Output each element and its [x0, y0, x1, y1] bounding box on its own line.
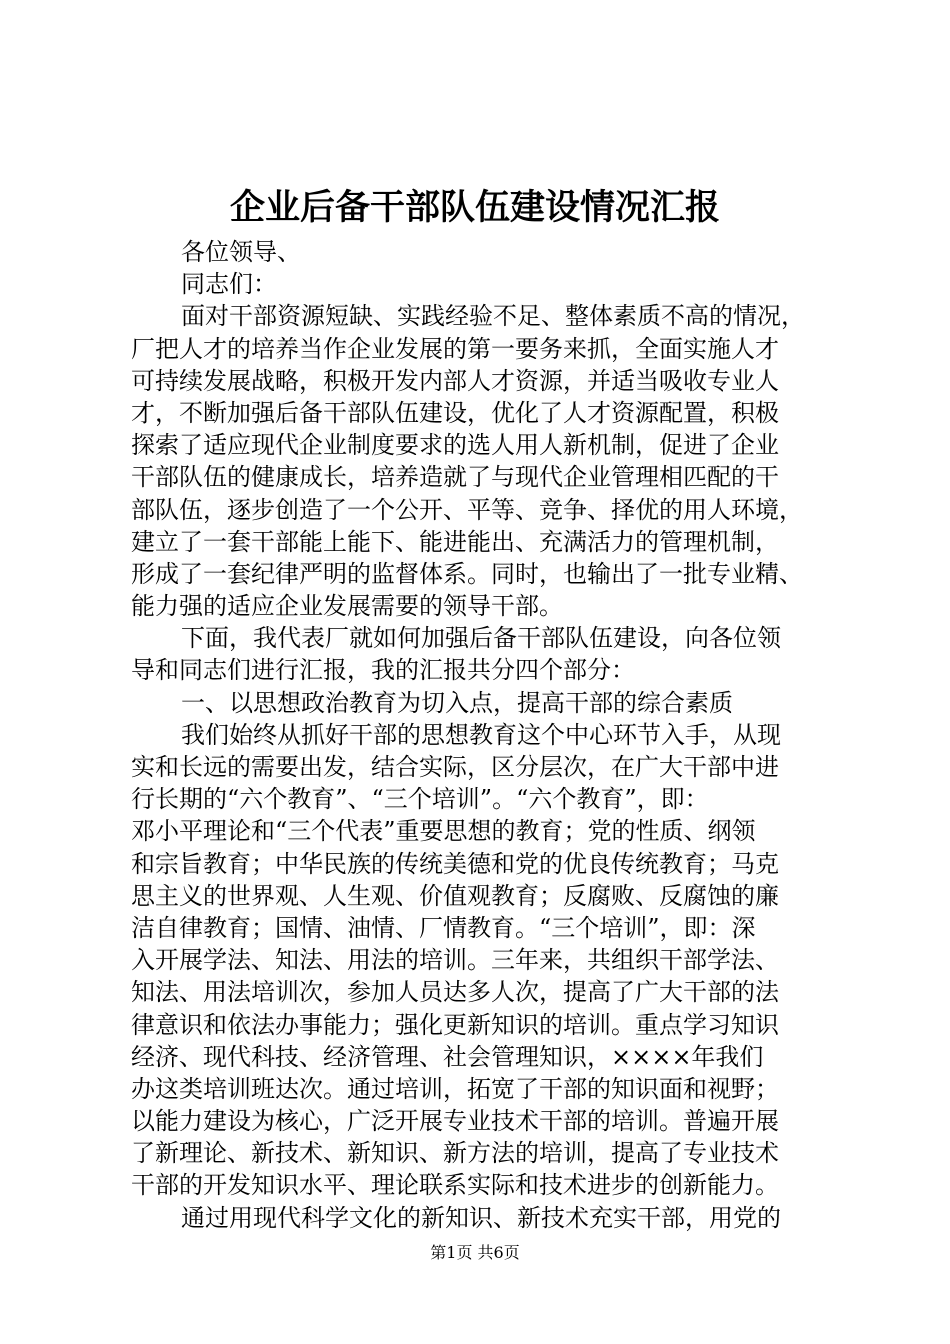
body-line-text: 实和长远的需要出发，结合实际，区分层次，在广大干部中进	[131, 753, 779, 781]
body-line-text: 面对干部资源短缺、实践经验不足、整体素质不高的情况，	[181, 302, 805, 331]
body-line	[131, 333, 831, 365]
body-line	[131, 912, 831, 944]
body-line-text: 办这类培训班达次。通过培训，拓宽了干部的知识面和视野；	[131, 1074, 779, 1103]
body-line	[131, 365, 831, 397]
body-line-text: 探索了适应现代企业制度要求的选人用人新机制，促进了企业	[131, 431, 779, 460]
body-line	[131, 558, 831, 590]
body-line-text: 以能力建设为核心，广泛开展专业技术干部的培训。普遍开展	[131, 1107, 779, 1136]
body-line	[131, 815, 831, 847]
body-line	[131, 1202, 831, 1234]
document-title: 企业后备干部队伍建设情况汇报	[229, 187, 720, 228]
body-line	[131, 1169, 831, 1201]
body-line	[131, 397, 831, 429]
body-line	[131, 1073, 831, 1105]
body-line	[131, 944, 831, 976]
body-line	[131, 461, 831, 493]
body-line	[131, 880, 831, 912]
body-line-text: 一、以思想政治教育为切入点，提高干部的综合素质	[181, 688, 733, 717]
body-line-text: 部队伍，逐步创造了一个公开、平等、竞争、择优的用人环境，	[131, 495, 803, 524]
body-line	[131, 590, 831, 622]
body-line-text: 各位领导、	[181, 238, 301, 266]
body-line-text: 干部队伍的健康成长，培养造就了与现代企业管理相匹配的干	[131, 463, 779, 492]
body-line	[131, 783, 831, 815]
body-line	[131, 429, 831, 461]
body-line	[131, 268, 831, 300]
body-line	[131, 300, 831, 332]
body-line	[131, 1105, 831, 1137]
body-line-text: 才，不断加强后备干部队伍建设，优化了人才资源配置，积极	[131, 398, 779, 427]
body-line-text: 形成了一套纪律严明的监督体系。同时，也输出了一批专业精、	[131, 559, 803, 588]
body-line-text: 和宗旨教育；中华民族的传统美德和党的优良传统教育；马克	[131, 849, 779, 878]
body-line-text: 厂把人才的培养当作企业发展的第一要务来抓，全面实施人才	[131, 334, 779, 363]
body-line-text: 了新理论、新技术、新知识、新方法的培训，提高了专业技术	[131, 1139, 779, 1168]
body-line-text: 知法、用法培训次，参加人员达多人次，提高了广大干部的法	[131, 978, 779, 1007]
body-line-text: 下面，我代表厂就如何加强后备干部队伍建设，向各位领	[181, 624, 781, 653]
body-line-text: 可持续发展战略，积极开发内部人才资源，并适当吸收专业人	[131, 366, 779, 395]
body-line	[131, 976, 831, 1008]
body-line-text: 思主义的世界观、人生观、价值观教育；反腐败、反腐蚀的廉	[131, 881, 779, 910]
body-line	[131, 654, 831, 686]
body-line	[131, 236, 831, 268]
body-line-text: 同志们：	[181, 270, 277, 299]
body-line-text: 入开展学法、知法、用法的培训。三年来，共组织干部学法、	[131, 946, 779, 975]
body-line-text: 邓小平理论和“三个代表”重要思想的教育；党的性质、纲领	[131, 817, 756, 846]
body-line-text: 我们始终从抓好干部的思想教育这个中心环节入手，从现	[181, 720, 781, 749]
body-line-text: 洁自律教育；国情、油情、厂情教育。“三个培训”，即：深	[131, 913, 756, 942]
body-line-text: 经济、现代科技、经济管理、社会管理知识，××××年我们	[131, 1042, 764, 1071]
body-line	[131, 848, 831, 880]
page-footer: 第1页 共6页	[430, 1243, 520, 1262]
body-line	[131, 494, 831, 526]
body-line	[131, 687, 831, 719]
body-line-text: 建立了一套干部能上能下、能进能出、充满活力的管理机制，	[131, 527, 779, 556]
body-line-text: 导和同志们进行汇报，我的汇报共分四个部分：	[131, 656, 635, 685]
body-line	[131, 622, 831, 654]
body-line-text: 律意识和依法办事能力；强化更新知识的培训。重点学习知识	[131, 1010, 779, 1039]
body-line-text: 通过用现代科学文化的新知识、新技术充实干部，用党的	[181, 1203, 781, 1232]
body-line	[131, 719, 831, 751]
body-line-text: 能力强的适应企业发展需要的领导干部。	[131, 592, 563, 621]
document-body	[131, 236, 831, 1234]
body-line-text: 干部的开发知识水平、理论联系实际和技术进步的创新能力。	[131, 1171, 779, 1200]
body-line-text: 行长期的“六个教育”、“三个培训”。“六个教育”，即：	[131, 785, 709, 814]
body-line	[131, 526, 831, 558]
body-line	[131, 1041, 831, 1073]
body-line	[131, 1137, 831, 1169]
body-line	[131, 1009, 831, 1041]
body-line	[131, 751, 831, 783]
